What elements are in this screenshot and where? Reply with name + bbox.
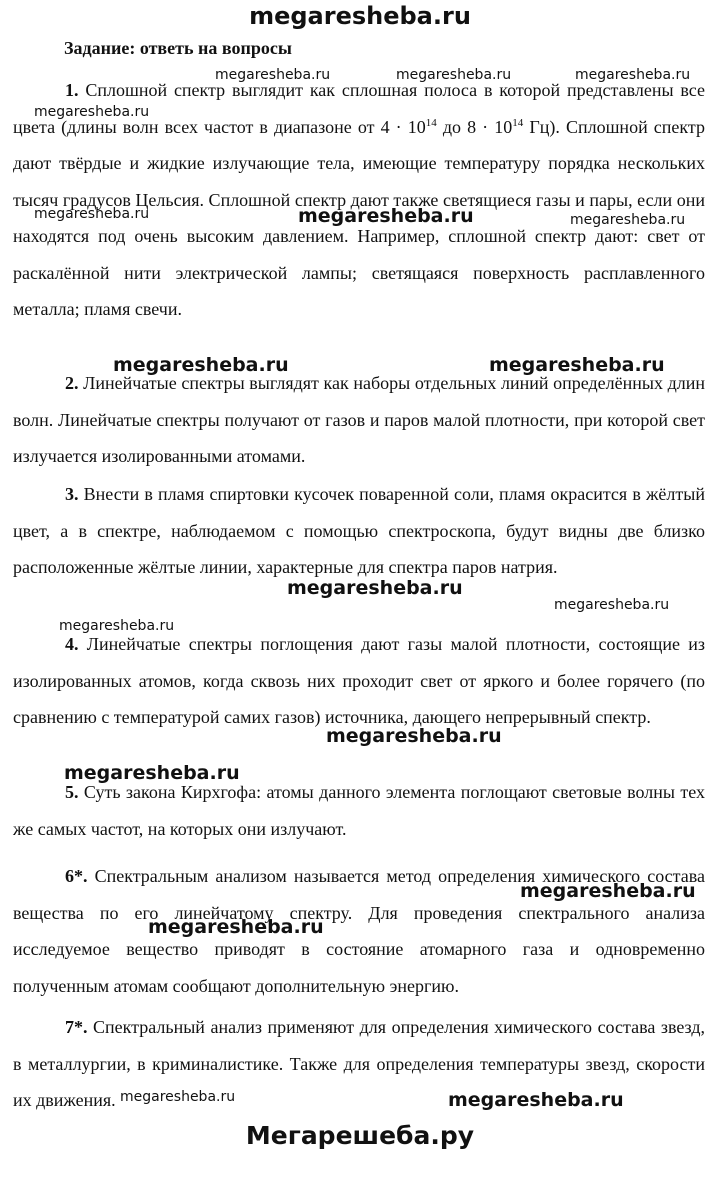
watermark: megaresheba.ru [148,916,324,938]
answer-3 [13,476,705,586]
watermark: megaresheba.ru [575,67,691,83]
watermark: megaresheba.ru [326,725,502,747]
answer-number: 2. [65,373,79,393]
answer-number: 4. [65,634,79,654]
answer-text: Гц). Сплошной спектр дают твёрдые и жидкие излучающие тела, имеющие температуру порядка нескольких тысяч градусов Цельсия. Сплошной спектр дают также светящиеся газы и пары, если они находятся под очень высоким давлением. Например, сплошной спектр дают: свет от раскалённой нити электрической лампы; светящаяся поверхность расплавленного металла; пламя свечи. [13,116,705,319]
watermark: megaresheba.ru [34,206,150,222]
answer-5 [13,774,705,847]
watermark: megaresheba.ru [215,67,331,83]
answer-number: 3. [65,484,79,504]
answer-number: 5. [65,782,79,802]
answer-text: Спектральным анализом называется метод определения химического состава вещества по его линейчатому спектру. Для проведения спектрального анализа исследуемое вещество приводят в состояние атомарного газа и одновременно полученным атомам сообщают дополнительную энергию. [13,866,705,996]
answer-text: до 8 · 10 [436,116,513,137]
watermark: megaresheba.ru [520,880,696,902]
watermark: megaresheba.ru [396,67,512,83]
watermark: megaresheba.ru [489,354,665,376]
answer-text: Спектральный анализ применяют для определения химического состава звезд, в металлургии, в криминалистике. Также для определения температуры звезд, скорости их движения. [13,1017,705,1110]
answer-number: 7*. [65,1017,88,1037]
task-title: Задание: ответь на вопросы [64,38,292,58]
exponent: 14 [425,116,437,129]
answer-text: Линейчатые спектры поглощения дают газы малой плотности, состоящие из изолированных атомов, когда сквозь них проходит свет от яркого и более горячего (по сравнению с температурой самих газов) источника, дающего непрерывный спектр. [13,634,705,727]
watermark: megaresheba.ru [298,205,474,227]
watermark: megaresheba.ru [120,1089,236,1105]
answer-text: Сплошной спектр выглядит как сплошная полоса в которой представлены все цвета (длины волн всех частот в диапазоне от 4 · 10 [13,80,705,137]
answer-number: 6*. [65,866,88,886]
watermark: megaresheba.ru [287,577,463,599]
watermark: megaresheba.ru [448,1089,624,1111]
watermark: megaresheba.ru [113,354,289,376]
answer-number: 1. [65,80,79,100]
watermark: megaresheba.ru [554,597,670,613]
watermark: megaresheba.ru [570,212,686,228]
answer-4 [13,626,705,736]
answer-text: Внести в пламя спиртовки кусочек поваренной соли, пламя окрасится в жёлтый цвет, а в спектре, наблюдаемом с помощью спектроскопа, будут видны две близко расположенные жёлтые линии, характерные для спектра паров натрия. [13,484,705,577]
watermark: megaresheba.ru [59,618,175,634]
watermark: megaresheba.ru [34,104,150,120]
exponent: 14 [512,116,524,129]
answer-text: Суть закона Кирхгофа: атомы данного элемента поглощают световые волны тех же самых частот, на которых они излучают. [13,782,705,839]
site-header: megaresheba.ru [249,2,471,30]
watermark: megaresheba.ru [64,762,240,784]
answer-text: Линейчатые спектры выглядят как наборы отдельных линий определённых длин волн. Линейчатые спектры получают от газов и паров малой плотности, при которой свет излучается изолированными атомами. [13,373,705,466]
answer-2 [13,365,705,475]
site-footer: Мегарешеба.ру [245,1121,475,1150]
